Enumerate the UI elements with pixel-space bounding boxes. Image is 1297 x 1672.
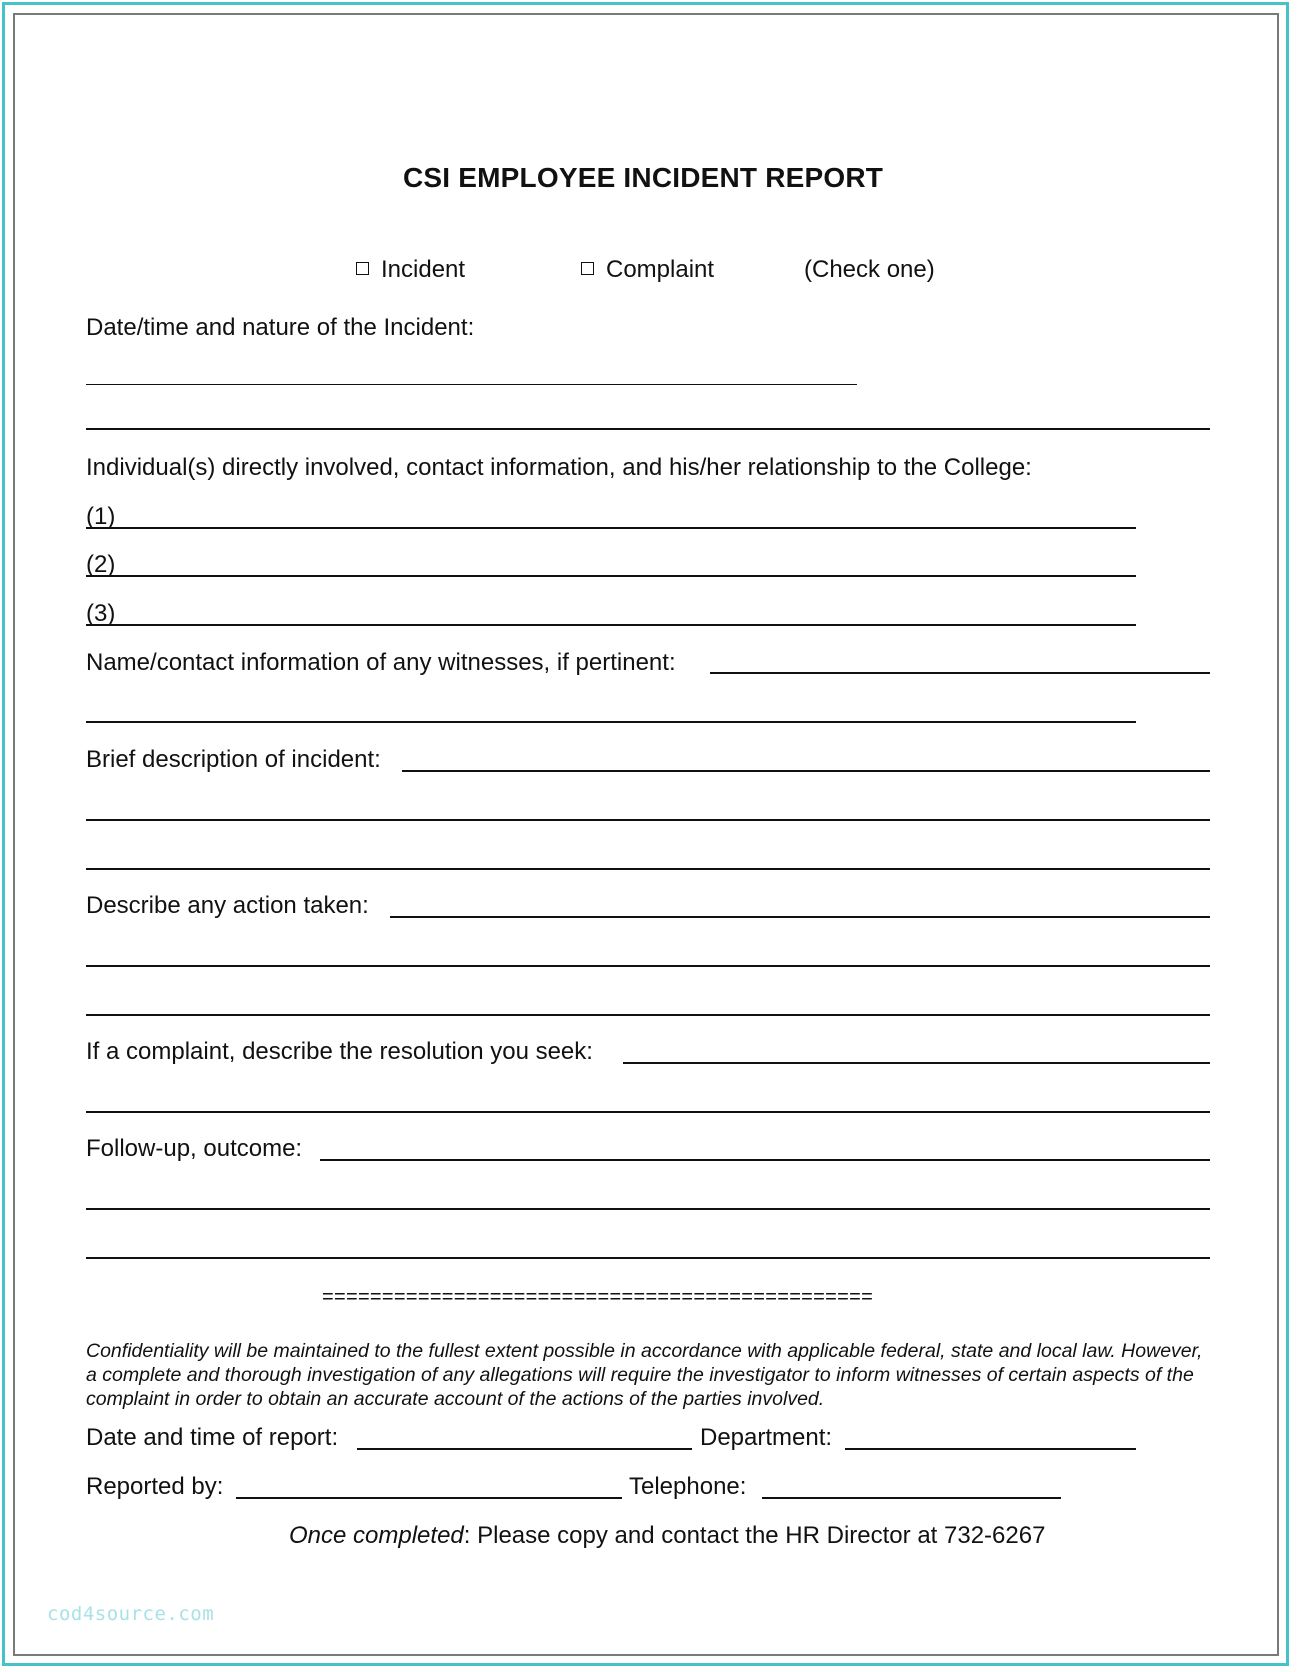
description-line-3[interactable] bbox=[86, 868, 1210, 870]
resolution-label: If a complaint, describe the resolution you seek: bbox=[86, 1038, 593, 1065]
individual-2-label: (2) bbox=[86, 551, 116, 578]
description-line-1[interactable] bbox=[402, 770, 1210, 772]
complaint-label: Complaint bbox=[606, 256, 715, 283]
witnesses-label: Name/contact information of any witnesses, if pertinent: bbox=[86, 649, 676, 676]
individual-2-line[interactable] bbox=[86, 575, 1136, 577]
individual-1-line[interactable] bbox=[86, 527, 1136, 529]
watermark: cod4source.com bbox=[47, 1603, 215, 1625]
individual-3-label: (3) bbox=[86, 600, 116, 627]
individuals-label: Individual(s) directly involved, contact information, and his/her relationship to the College: bbox=[86, 454, 1032, 481]
department-label: Department: bbox=[700, 1424, 833, 1451]
date-nature-line-1[interactable] bbox=[86, 384, 857, 385]
footer-text: : Please copy and contact the HR Director at 732-6267 bbox=[463, 1522, 1046, 1549]
description-label: Brief description of incident: bbox=[86, 746, 381, 773]
reported-by-line[interactable] bbox=[236, 1497, 622, 1499]
footer-instruction bbox=[289, 1522, 1045, 1550]
incident-option[interactable] bbox=[356, 256, 465, 284]
reported-by-label: Reported by: bbox=[86, 1473, 224, 1500]
resolution-line-2[interactable] bbox=[86, 1111, 1210, 1113]
footer-prefix: Once completed bbox=[289, 1522, 464, 1549]
department-line[interactable] bbox=[845, 1448, 1136, 1450]
action-line-3[interactable] bbox=[86, 1014, 1210, 1016]
date-nature-label: Date/time and nature of the Incident: bbox=[86, 314, 475, 341]
individual-1-label: (1) bbox=[86, 503, 116, 530]
followup-line-2[interactable] bbox=[86, 1208, 1210, 1210]
followup-line-1[interactable] bbox=[320, 1159, 1210, 1161]
date-nature-line-2[interactable] bbox=[86, 428, 1210, 430]
date-time-report-label: Date and time of report: bbox=[86, 1424, 339, 1451]
form-title: CSI EMPLOYEE INCIDENT REPORT bbox=[403, 162, 884, 193]
action-line-1[interactable] bbox=[390, 916, 1210, 918]
witnesses-line-1[interactable] bbox=[710, 672, 1210, 674]
complaint-option[interactable] bbox=[581, 256, 714, 284]
individual-3-line[interactable] bbox=[86, 624, 1136, 626]
followup-line-3[interactable] bbox=[86, 1257, 1210, 1259]
incident-checkbox[interactable] bbox=[356, 262, 369, 275]
action-label: Describe any action taken: bbox=[86, 892, 369, 919]
resolution-line-1[interactable] bbox=[623, 1062, 1210, 1064]
separator: ============================================== bbox=[322, 1286, 874, 1308]
telephone-line[interactable] bbox=[762, 1497, 1061, 1499]
incident-label: Incident bbox=[381, 256, 466, 283]
witnesses-line-2[interactable] bbox=[86, 721, 1136, 723]
followup-label: Follow-up, outcome: bbox=[86, 1135, 303, 1162]
confidentiality-note: Confidentiality will be maintained to the fullest extent possible in accordance with applicable federal, state and local law. However, a complete and thorough investigation of any allegations will require the investigator to inform witnesses of certain aspects of the complaint in order to obtain an accurate account of the actions of the parties involved. bbox=[86, 1340, 1203, 1410]
action-line-2[interactable] bbox=[86, 965, 1210, 967]
check-one-hint: (Check one) bbox=[804, 256, 935, 283]
description-line-2[interactable] bbox=[86, 819, 1210, 821]
complaint-checkbox[interactable] bbox=[581, 262, 594, 275]
date-time-report-line[interactable] bbox=[357, 1448, 692, 1450]
telephone-label: Telephone: bbox=[629, 1473, 747, 1500]
